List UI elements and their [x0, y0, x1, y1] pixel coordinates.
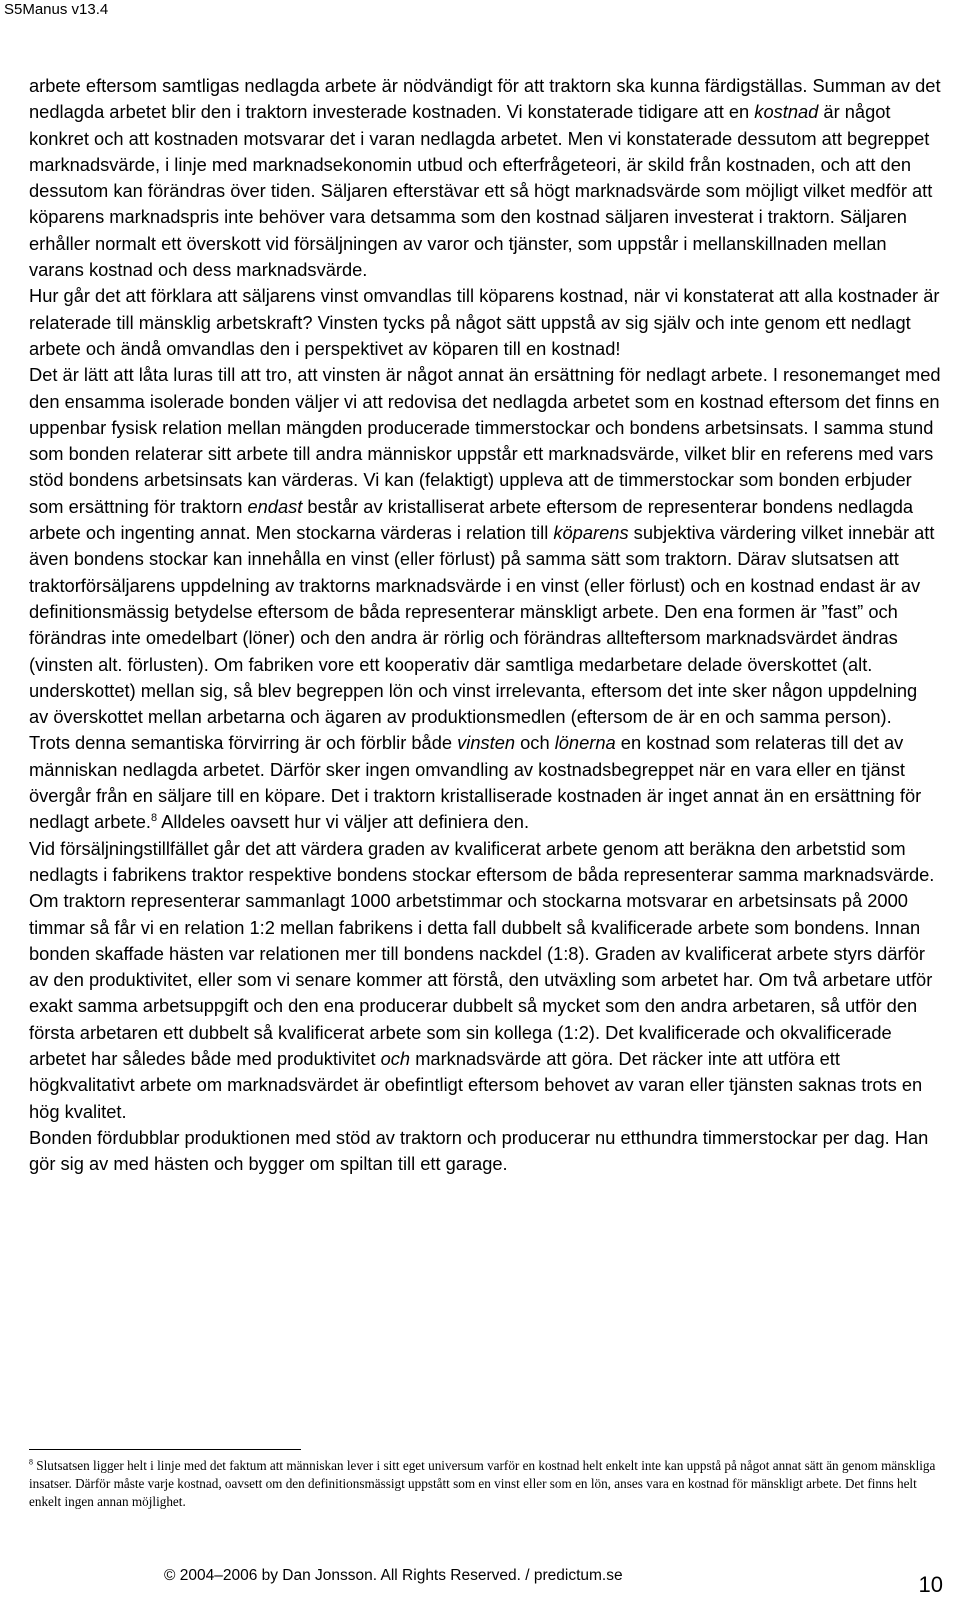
emphasis-text: köparens: [553, 522, 629, 544]
emphasis-text: och: [380, 1047, 411, 1069]
text-run: Det är lätt att låta luras till att tro, att vinsten är något annat än ersättning för nedlagt arbete. I resonemanget med den ensamma isolerade bonden väljer vi att redovisa det nedlagda arbetet som en kostnad eftersom det finns en uppenbar fysisk relation mellan mängden producerade timmerstockar och bondens arbetsinsats. I samma stund som bonden relaterar sitt arbete till andra människor uppstår ett marknadsvärde, vilket blir en referens med vars stöd bondens arbetsinsats kan värderas. Vi kan (felaktigt) uppleva att de timmerstockar som bonden erbjuder som ersättning för traktorn: [29, 364, 941, 517]
footnote-reference: 8: [150, 812, 158, 825]
emphasis-text: vinsten: [457, 732, 516, 754]
text-run: en kostnad som relateras till det av människan nedlagda arbetet. Därför sker ingen omvandling av kostnadsbegreppet när en vara eller en tjänst övergår från en säljare till en köpare. Det i traktorn kristalliserade kostnaden är inget annat än en ersättning för nedlagt arbete.: [29, 732, 922, 833]
paragraph: [29, 73, 941, 283]
text-run: Trots denna semantiska förvirring är och förblir både: [29, 732, 458, 754]
emphasis-text: endast: [247, 495, 303, 517]
paragraph: [29, 836, 941, 1125]
paragraph: [29, 1125, 941, 1178]
text-run: Vid försäljningstillfället går det att värdera graden av kvalificerat arbete genom att beräkna den arbetstid som nedlagts i fabrikens traktor respektive bondens stockar eftersom de båda representerar samma marknadsvärde. Om traktorn representerar sammanlagt 1000 arbetstimmar och stockarna motsvarar en arbetsinsats på 2000 timmar så får vi en relation 1:2 mellan fabrikens i detta fall dubbelt så kvalificerade arbete som bondens. Innan bonden skaffade hästen var relationen mer till bondens nackdel (1:8). Graden av kvalificerat arbete styrs därför av den produktivitet, eller som vi senare kommer att förstå, den utväxling som arbetet har. Om två arbetare utför exakt samma arbetsuppgift och den ena producerar dubbelt så mycket som den andra arbetaren, så utför den första arbetaren ett dubbelt så kvalificerat arbete som sin kollega (1:2). Det kvalificerade och okvalificerade arbetet har således både med produktivitet: [29, 837, 935, 1069]
document-header: S5Manus v13.4: [4, 1, 109, 18]
copyright-footer: © 2004–2006 by Dan Jonsson. All Rights Reserved. / predictum.se: [164, 1567, 623, 1584]
text-run: är något konkret och att kostnaden motsvarar det i varan nedlagda arbetet. Men vi konstaterade dessutom att begreppet marknadsvärde, i linje med marknadsekonomin utbud och efterfrågeteori, är skild från kostnaden, och att den dessutom kan förändras över tiden. Säljaren efterstävar ett så högt marknadsvärde som möjligt vilket medför att köparens marknadspris inte behöver vara detsamma som den kostnad säljaren investerat i traktorn. Säljaren erhåller normalt ett överskott vid försäljningen av varor och tjänster, som uppstår i mellanskillnaden mellan varans kostnad och dess marknadsvärde.: [29, 101, 933, 281]
paragraph: [29, 362, 941, 730]
footnote-separator: [29, 1449, 301, 1450]
footnote-number: 8: [29, 1457, 33, 1467]
text-run: subjektiva värdering vilket innebär att även bondens stockar kan innehålla en vinst (eller förlust) på samma sätt som traktorn. Därav slutsatsen att traktorförsäljarens uppdelning av traktorns marknadsvärde i en vinst (eller förlust) och en kostnad endast är av definitionsmässig betydelse eftersom de båda representerar mänskligt arbete. Den ena formen är ”fast” och förändras inte omedelbart (löner) och den andra är rörlig och förändras allteftersom marknadsvärdet ändras (vinsten alt. förlusten). Om fabriken vore ett kooperativ där samtliga medarbetare delade överskottet (alt. underskottet) mellan sig, så blev begreppen lön och vinst irrelevanta, eftersom det inte sker någon uppdelning av överskottet mellan arbetarna och ägaren av produktionsmedlen (eftersom de är en och samma person).: [29, 522, 935, 728]
paragraph: [29, 730, 941, 835]
text-run: Alldeles oavsett hur vi väljer att definiera den.: [157, 811, 530, 833]
emphasis-text: lönerna: [554, 732, 616, 754]
footnote: [29, 1457, 941, 1511]
page-number: 10: [918, 1572, 943, 1597]
text-run: marknadsvärde att göra. Det räcker inte att utföra ett högkvalitativt arbete om marknadsvärdet är obefintligt eftersom behovet av varan eller tjänsten saknas trots en hög kvalitet.: [29, 1047, 923, 1122]
text-run: Bonden fördubblar produktionen med stöd av traktorn och producerar nu etthundra timmerstockar per dag. Han gör sig av med hästen och bygger om spiltan till ett garage.: [29, 1126, 929, 1175]
text-run: Hur går det att förklara att säljarens vinst omvandlas till köparens kostnad, när vi konstaterat att alla kostnader är relaterade till mänsklig arbetskraft? Vinsten tycks på något sätt uppstå av sig själv och inte genom ett nedlagt arbete och ändå omvandlas den i perspektivet av köparen till en kostnad!: [29, 285, 940, 359]
paragraph: [29, 283, 941, 362]
body-text: [29, 73, 941, 1177]
text-run: och: [515, 732, 555, 754]
emphasis-text: kostnad: [754, 101, 819, 123]
footnote-text: Slutsatsen ligger helt i linje med det faktum att människan lever i sitt eget universum varför en kostnad helt enkelt inte kan uppstå på något annat sätt än genom mänskliga insatser. Därför måste varje kostnad, oavsett om den definitionsmässigt uppstått som en vinst eller som en lön, anses vara en kostnad för mänskligt arbete. Det finns helt enkelt ingen annan möjlighet.: [29, 1458, 936, 1509]
text-run: består av kristalliserat arbete eftersom de representerar bondens nedlagda arbete och ingenting annat. Men stockarna värderas i relation till: [29, 495, 914, 544]
text-run: arbete eftersom samtligas nedlagda arbete är nödvändigt för att traktorn ska kunna färdigställas. Summan av det nedlagda arbetet blir den i traktorn investerade kostnaden. Vi konstaterade tidigare att en: [29, 75, 941, 123]
